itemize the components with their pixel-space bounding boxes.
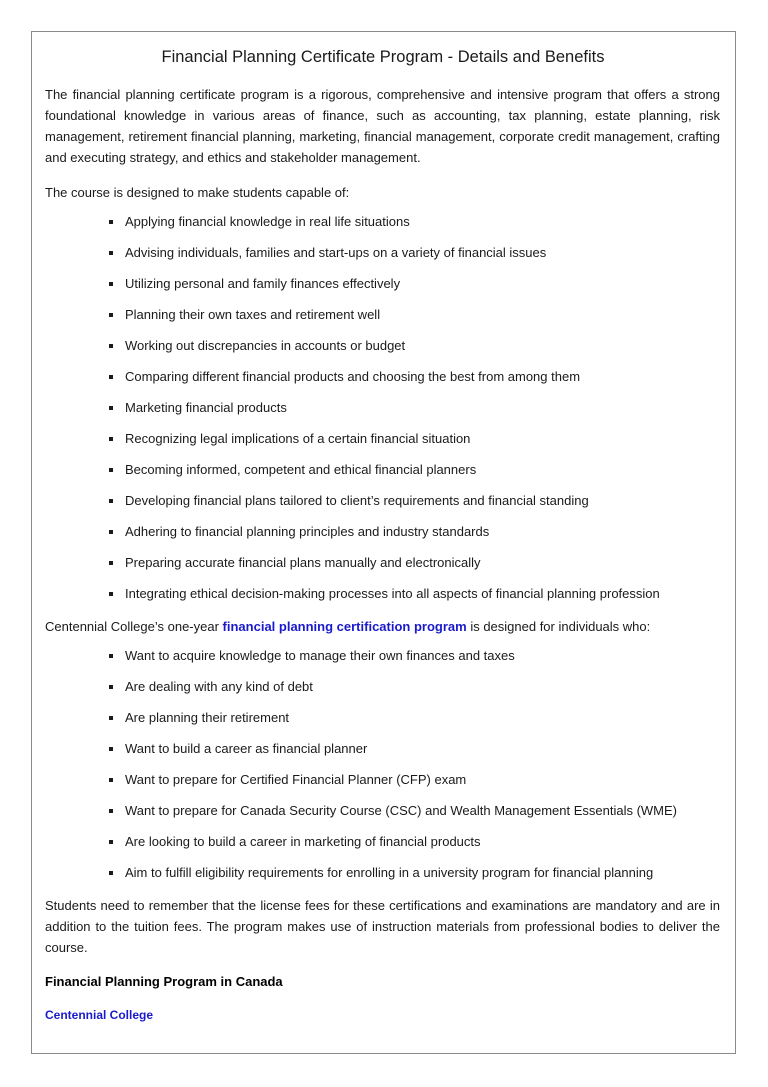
list-item	[45, 833, 721, 851]
list-item-label: Want to prepare for Canada Security Course (CSC) and Wealth Management Essentials (WME)	[125, 803, 678, 819]
list-item	[45, 554, 721, 572]
list-item-label: Developing financial plans tailored to client’s requirements and financial standing	[125, 493, 589, 509]
intro-paragraph: The financial planning certificate program is a rigorous, comprehensive and intensive program that offers a strong foundational knowledge in various areas of finance, such as accounting, tax planning, estate planning, risk management, retirement financial planning, marketing, financial management, corporate credit management, crafting and executing strategy, and ethics and stakeholder management.	[45, 87, 720, 166]
square-bullet-icon	[109, 809, 113, 813]
list-item-label: Applying financial knowledge in real life situations	[125, 214, 410, 230]
list-item	[45, 771, 721, 789]
list-item-label: Advising individuals, families and start-ups on a variety of financial issues	[125, 245, 547, 261]
list-item-label: Working out discrepancies in accounts or budget	[125, 338, 406, 354]
list-item-label: Aim to fulfill eligibility requirements for enrolling in a university program for financial planning	[125, 865, 654, 881]
square-bullet-icon	[109, 654, 113, 658]
list-item	[45, 678, 721, 696]
list-item	[45, 399, 721, 417]
list-item	[45, 244, 721, 262]
square-bullet-icon	[109, 406, 113, 410]
capabilities-list	[45, 213, 721, 603]
list-item-label: Marketing financial products	[125, 400, 287, 416]
list-item	[45, 337, 721, 355]
list-item	[45, 709, 721, 727]
list-item-label: Are dealing with any kind of debt	[125, 679, 313, 695]
square-bullet-icon	[109, 313, 113, 317]
list-item-label: Adhering to financial planning principles and industry standards	[125, 524, 490, 540]
list-item-label: Integrating ethical decision-making processes into all aspects of financial planning profession	[125, 586, 660, 602]
audience-intro-after: is designed for individuals who:	[466, 619, 651, 635]
square-bullet-icon	[109, 716, 113, 720]
audience-intro-before: Centennial College’s one-year	[45, 619, 223, 635]
list-item	[45, 430, 721, 448]
list-item-label: Recognizing legal implications of a certain financial situation	[125, 431, 471, 447]
audience-intro-paragraph	[45, 616, 721, 637]
square-bullet-icon	[109, 871, 113, 875]
list-item-label: Planning their own taxes and retirement well	[125, 307, 381, 323]
list-item	[45, 306, 721, 324]
square-bullet-icon	[109, 282, 113, 286]
list-item-label: Becoming informed, competent and ethical financial planners	[125, 462, 477, 478]
square-bullet-icon	[109, 840, 113, 844]
square-bullet-icon	[109, 468, 113, 472]
square-bullet-icon	[109, 592, 113, 596]
list-item-label: Want to build a career as financial planner	[125, 741, 368, 757]
document-body	[32, 32, 735, 1024]
square-bullet-icon	[109, 344, 113, 348]
list-item	[45, 213, 721, 231]
list-item-label: Want to prepare for Certified Financial Planner (CFP) exam	[125, 772, 467, 788]
square-bullet-icon	[109, 220, 113, 224]
square-bullet-icon	[109, 685, 113, 689]
list-item-label: Comparing different financial products and choosing the best from among them	[125, 369, 581, 385]
list-item	[45, 275, 721, 293]
list-item	[45, 802, 721, 820]
list-item-label: Are planning their retirement	[125, 710, 290, 726]
square-bullet-icon	[109, 778, 113, 782]
list-item	[45, 492, 721, 510]
program-link[interactable]: financial planning certification program	[222, 619, 467, 635]
list-item	[45, 647, 721, 665]
capabilities-intro: The course is designed to make students capable of:	[45, 185, 350, 201]
list-item	[45, 523, 721, 541]
list-item	[45, 585, 721, 603]
list-item-label: Preparing accurate financial plans manually and electronically	[125, 555, 481, 571]
square-bullet-icon	[109, 499, 113, 503]
square-bullet-icon	[109, 251, 113, 255]
section-heading: Financial Planning Program in Canada	[45, 974, 283, 990]
list-item	[45, 740, 721, 758]
square-bullet-icon	[109, 561, 113, 565]
square-bullet-icon	[109, 747, 113, 751]
list-item-label: Are looking to build a career in marketing of financial products	[125, 834, 481, 850]
list-item-label: Utilizing personal and family finances effectively	[125, 276, 401, 292]
list-item	[45, 864, 721, 882]
square-bullet-icon	[109, 437, 113, 441]
audience-list	[45, 647, 721, 882]
closing-paragraph: Students need to remember that the license fees for these certifications and examinations are mandatory and are in addition to the tuition fees. The program makes use of instruction materials from professional bodies to deliver the course.	[45, 898, 720, 956]
document-page	[31, 31, 736, 1054]
list-item-label: Want to acquire knowledge to manage their own finances and taxes	[125, 648, 515, 664]
list-item	[45, 461, 721, 479]
square-bullet-icon	[109, 530, 113, 534]
list-item	[45, 368, 721, 386]
centennial-college-link[interactable]: Centennial College	[45, 1008, 154, 1023]
square-bullet-icon	[109, 375, 113, 379]
page-title: Financial Planning Certificate Program - Details and Benefits	[161, 48, 605, 66]
